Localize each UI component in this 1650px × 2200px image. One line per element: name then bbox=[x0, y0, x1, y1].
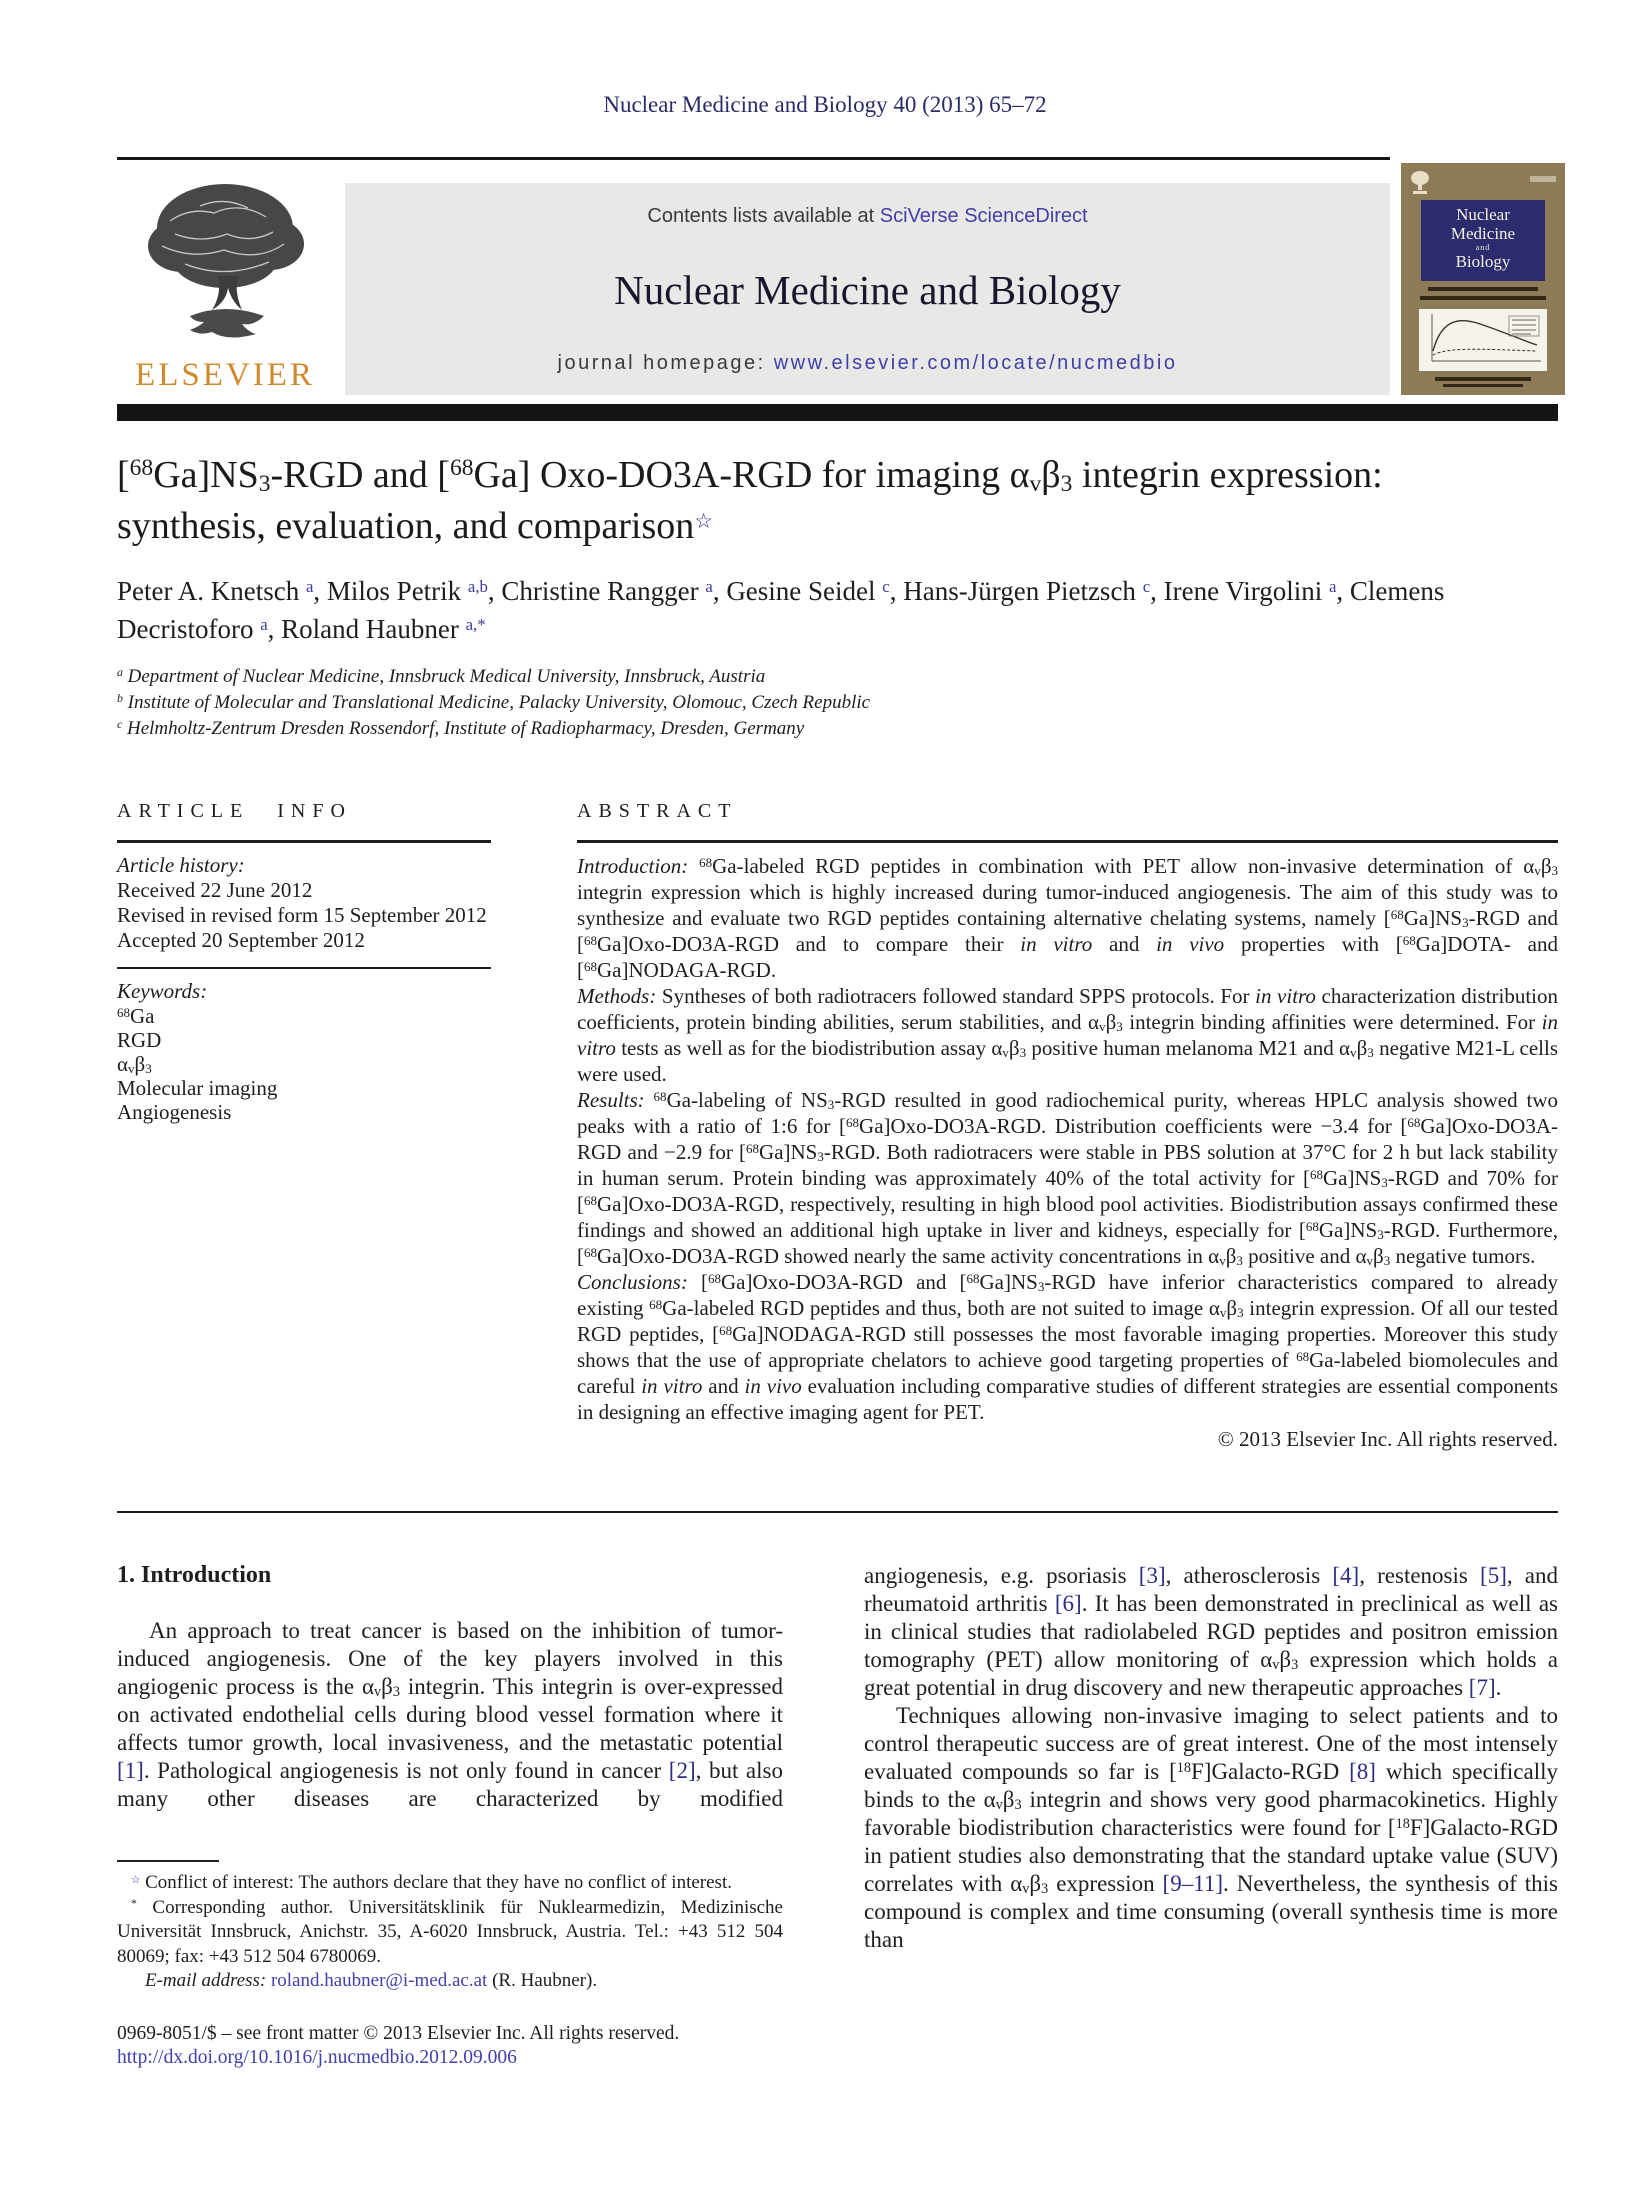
keyword: Angiogenesis bbox=[117, 1100, 232, 1124]
body-column-left bbox=[117, 1562, 783, 1813]
body-column-right bbox=[864, 1562, 1558, 1954]
article-info-column bbox=[117, 800, 491, 1124]
citation-ref[interactable]: [2] bbox=[668, 1758, 696, 1783]
email-link[interactable]: roland.haubner@i-med.ac.at bbox=[270, 1970, 488, 1991]
citation-ref[interactable]: [5] bbox=[1480, 1563, 1507, 1588]
keyword: $^{68}$Ga bbox=[117, 1004, 155, 1028]
corresponding-author-note: * Corresponding author. Universitätsklinik für Nuklearmedizin, Medizinische Universität Innsbruck, Anichstr. 35, A-6020 Innsbruck, Austria. Tel.: +43 512 504 80069; fax: +43 512 504 6780069. bbox=[117, 1896, 783, 1967]
cover-chart bbox=[1419, 309, 1547, 371]
doi-link[interactable]: http://dx.doi.org/10.1016/j.nucmedbio.2012.09.006 bbox=[117, 2047, 517, 2068]
homepage-prefix: journal homepage: bbox=[557, 352, 774, 374]
cover-footer-bar bbox=[1443, 384, 1523, 387]
abstract-conclusions: Conclusions: [$^{68}$Ga]Oxo-DO3A-RGD and $[^{68}Ga]NS_3$-RGD have inferior characteristics compared to already existing $^{68}$Ga-labeled RGD peptides and thus, both are not suited to image $\alpha_v\beta_3$ integrin expression. Of all our tested RGD peptides, [$^{68}$Ga]NODAGA-RGD still possesses the most favorable imaging properties. Moreover this study shows that the use of appropriate chelators to achieve good targeting properties of $^{68}$Ga-labeled biomolecules and careful in vitro and in vivo evaluation including comparative studies of different strategies are essential components in designing an effective imaging agent for PET. bbox=[577, 1270, 1559, 1424]
cover-footer-bar bbox=[1435, 377, 1531, 381]
elsevier-wordmark: ELSEVIER bbox=[135, 357, 315, 393]
affiliation-c: $^c$ Helmholtz-Zentrum Dresden Rossendorf, Institute of Radiopharmacy, Dresden, Germany bbox=[117, 718, 805, 739]
footnote-block bbox=[117, 1860, 783, 1994]
elsevier-logo bbox=[117, 176, 333, 394]
conflict-star-icon: ☆ bbox=[131, 1873, 141, 1886]
affiliation-list bbox=[117, 664, 1417, 742]
header-divider-bar bbox=[117, 404, 1558, 421]
history-accepted: Accepted 20 September 2012 bbox=[117, 928, 365, 952]
abstract-results: Results: $^{68}$Ga-labeling of $NS_3$-RGD resulted in good radiochemical purity, whereas HPLC analysis showed two peaks with a ratio of 1:6 for [$^{68}$Ga]Oxo-DO3A-RGD. Distribution coefficients were −3.4 for [$^{68}$Ga]Oxo-DO3A-RGD and −2.9 for $[^{68}Ga]NS_3$-RGD. Both radiotracers were stable in PBS solution at 37°C for 2 h but lack stability in human serum. Protein binding was approximately 40% of the total activity for $[^{68}Ga]NS_3$-RGD and 70% for [$^{68}$Ga]Oxo-DO3A-RGD, respectively, resulting in high blood pool activities. Biodistribution assays confirmed these findings and showed an additional high uptake in liver and kidneys, especially for $[^{68}Ga]NS_3$-RGD. Furthermore, [$^{68}$Ga]Oxo-DO3A-RGD showed nearly the same activity concentrations in $\alpha_v\beta_3$ positive and $\alpha_v\beta_3$ negative tumors. bbox=[577, 1088, 1559, 1269]
top-rule bbox=[117, 157, 1390, 160]
abstract-bottom-rule bbox=[117, 1511, 1558, 1513]
homepage-line bbox=[558, 352, 1178, 375]
article-title: $[^{68}Ga]NS_3$-RGD and [$^{68}$Ga] Oxo-DO3A-RGD for imaging $\alpha_v\beta_3$ integrin expression: synthesis, evaluation, and comparison☆ bbox=[117, 454, 1383, 547]
rule bbox=[117, 967, 491, 969]
issn-line: 0969-8051/$ – see front matter © 2013 Elsevier Inc. All rights reserved. bbox=[117, 2023, 680, 2044]
citation-ref[interactable]: [4] bbox=[1332, 1563, 1360, 1588]
sciverse-sciencedirect-link[interactable]: SciVerse ScienceDirect bbox=[879, 205, 1088, 227]
copyright-line: © 2013 Elsevier Inc. All rights reserved. bbox=[1217, 1427, 1558, 1451]
publisher-ids bbox=[117, 2022, 917, 2070]
citation-ref[interactable]: [3] bbox=[1138, 1563, 1166, 1588]
cover-title-line: and bbox=[1475, 243, 1491, 252]
cover-title-line: Nuclear bbox=[1456, 205, 1510, 224]
intro-paragraph-1: An approach to treat cancer is based on the inhibition of tumor-induced angiogenesis. One of the key players involved in this angiogenic process is the $\alpha_v\beta_3$ integrin. This integrin is over-expressed on activated endothelial cells during blood vessel formation where it affects tumor growth, local invasiveness, and the metastatic potential [1]. Pathological angiogenesis is not only found in cancer [2], but also many other diseases are characterized by modified bbox=[117, 1618, 783, 1811]
journal-cover-thumbnail[interactable] bbox=[1401, 163, 1565, 395]
cover-tagline-bar bbox=[1428, 287, 1538, 291]
rule bbox=[577, 840, 1558, 843]
conflict-star-icon: ☆ bbox=[694, 508, 714, 533]
keyword: $\alpha_v\beta_3$ bbox=[117, 1052, 152, 1077]
article-history-label: Article history: bbox=[117, 853, 245, 877]
conflict-of-interest-note: ☆ Conflict of interest: The authors declare that they have no conflict of interest. bbox=[131, 1872, 732, 1893]
affiliation-b: $^b$ Institute of Molecular and Translational Medicine, Palacky University, Olomouc, Czech Republic bbox=[117, 692, 871, 713]
keyword: RGD bbox=[117, 1028, 162, 1052]
cover-title-line: Medicine bbox=[1450, 224, 1516, 243]
intro-paragraph-2: Techniques allowing non-invasive imaging to select patients and to control therapeutic success are of great interest. One of the most intensely evaluated compounds so far is [$^{18}$F]Galacto-RGD [8] which specifically binds to the $\alpha_v\beta_3$ integrin and shows very good pharmacokinetics. Highly favorable biodistribution characteristics were found for [$^{18}$F]Galacto-RGD in patient studies also demonstrating that the standard uptake value (SUV) correlates with $\alpha_v\beta_3$ expression [9–11]. Nevertheless, the synthesis of this compound is complex and time consuming (overall synthesis time is more than bbox=[864, 1703, 1558, 1952]
article-info-header: ARTICLE INFO bbox=[117, 800, 352, 822]
email-line: E-mail address: roland.haubner@i-med.ac.at (R. Haubner). bbox=[145, 1970, 598, 1991]
citation-ref[interactable]: [6] bbox=[1054, 1591, 1082, 1616]
section-heading-introduction: 1. Introduction bbox=[117, 1562, 272, 1588]
intro-paragraph-1-continued: angiogenesis, e.g. psoriasis [3], atherosclerosis [4], restenosis [5], and rheumatoid arthritis [6]. It has been demonstrated in preclinical as well as in clinical studies that radiolabeled RGD peptides and positron emission tomography (PET) allow monitoring of $\alpha_v\beta_3$ expression which holds a great potential in drug discovery and new therapeutic approaches [7]. bbox=[864, 1563, 1558, 1700]
rule bbox=[117, 840, 491, 843]
keyword: Molecular imaging bbox=[117, 1076, 278, 1100]
contents-prefix: Contents lists available at bbox=[647, 205, 880, 227]
journal-homepage-link[interactable]: www.elsevier.com/locate/nucmedbio bbox=[773, 352, 1178, 374]
citation-ref[interactable]: [8] bbox=[1349, 1759, 1376, 1784]
history-revised: Revised in revised form 15 September 2012 bbox=[117, 903, 487, 927]
citation-ref[interactable]: [1] bbox=[117, 1758, 144, 1783]
author-list: Peter A. Knetsch $^a$, Milos Petrik $^{a,b}$, Christine Rangger $^a$, Gesine Seidel $^c$, Hans-Jürgen Pietzsch $^c$, Irene Virgolini $^a$, Clemens Decristoforo $^a$, Roland Haubner $^{a,*}$ bbox=[117, 576, 1445, 644]
affiliation-a: $^a$ Department of Nuclear Medicine, Innsbruck Medical University, Innsbruck, Austria bbox=[117, 666, 766, 687]
abstract-column bbox=[577, 800, 1558, 1452]
keywords-label: Keywords: bbox=[117, 979, 208, 1003]
cover-title-line: Biology bbox=[1455, 252, 1511, 271]
cover-tagline-bar bbox=[1420, 296, 1546, 300]
footnote-rule bbox=[117, 1860, 219, 1862]
cover-mini-logo-icon bbox=[1409, 170, 1431, 196]
abstract-introduction: Introduction: $^{68}$Ga-labeled RGD peptides in combination with PET allow non-invasive determination of $\alpha_v\beta_3$ integrin expression which is highly increased during tumor-induced angiogenesis. The aim of this study was to synthesize and evaluate two RGD peptides containing alternative chelating systems, namely $[^{68}Ga]NS_3$-RGD and [$^{68}$Ga]Oxo-DO3A-RGD and to compare their in vitro and in vivo properties with [$^{68}$Ga]DOTA- and [$^{68}$Ga]NODAGA-RGD. bbox=[577, 854, 1559, 982]
citation-ref[interactable]: [7] bbox=[1468, 1675, 1496, 1700]
cover-dash bbox=[1530, 176, 1556, 182]
abstract-header: ABSTRACT bbox=[577, 800, 738, 822]
abstract-methods: Methods: Syntheses of both radiotracers followed standard SPPS protocols. For in vitro characterization distribution coefficients, protein binding abilities, serum stabilities, and $\alpha_v\beta_3$ integrin binding affinities were determined. For in vitro tests as well as for the biodistribution assay $\alpha_v\beta_3$ positive human melanoma M21 and $\alpha_v\beta_3$ negative M21-L cells were used. bbox=[577, 984, 1559, 1086]
banner-journal-title: Nuclear Medicine and Biology bbox=[614, 267, 1121, 313]
contents-line bbox=[647, 205, 1087, 228]
citation-ref[interactable]: [9–11] bbox=[1162, 1871, 1224, 1896]
journal-banner bbox=[345, 183, 1390, 395]
cover-title-box bbox=[1421, 200, 1545, 281]
history-received: Received 22 June 2012 bbox=[117, 878, 313, 902]
journal-citation: Nuclear Medicine and Biology 40 (2013) 65–72 bbox=[603, 92, 1047, 117]
elsevier-tree-icon bbox=[130, 176, 320, 344]
